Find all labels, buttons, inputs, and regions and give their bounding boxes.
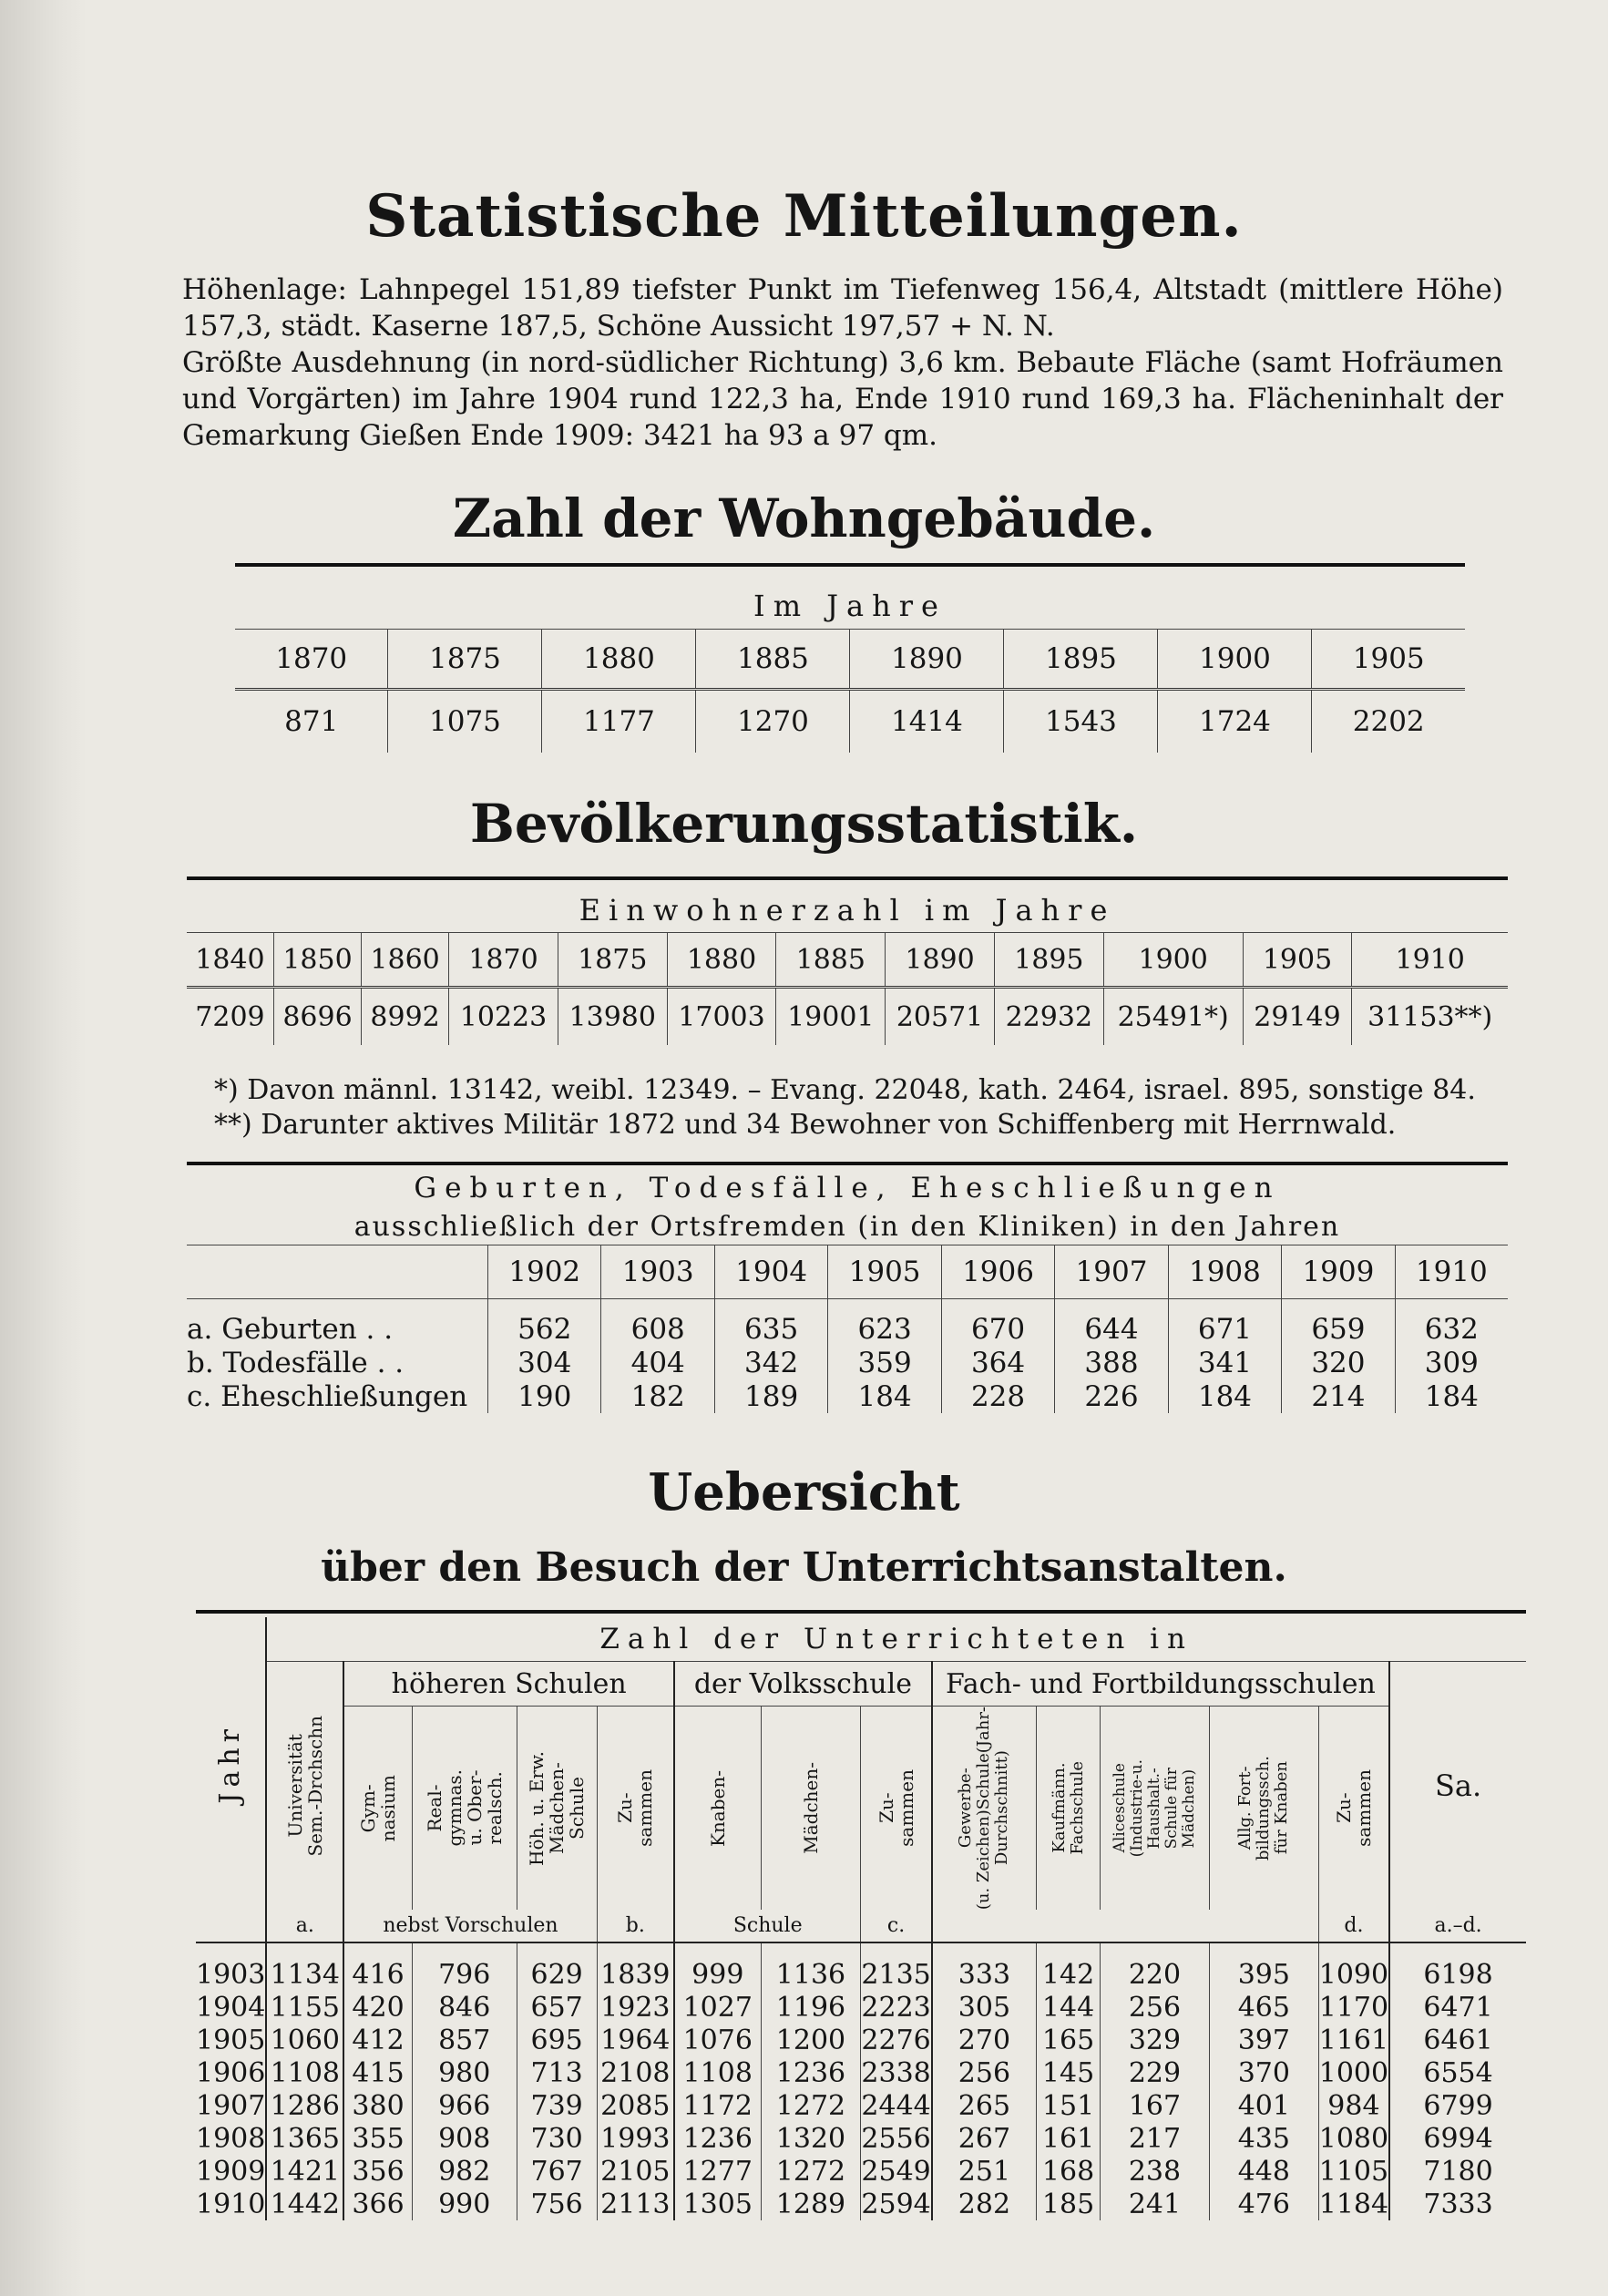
bev-value: 19001 — [776, 988, 886, 1046]
ueb-value: 395 — [1209, 1942, 1318, 1991]
geb-value: 359 — [828, 1346, 941, 1379]
geb-row-label: b. Todesfälle . . — [187, 1346, 488, 1379]
ueb-value: 366 — [343, 2188, 412, 2220]
ueb-value: 1134 — [266, 1942, 343, 1991]
ueb-col-sa: Sa. — [1434, 1768, 1482, 1804]
page-edge — [0, 0, 87, 2296]
geb-year: 1902 — [488, 1245, 601, 1299]
geb-value: 320 — [1282, 1346, 1395, 1379]
ueb-value: 1320 — [761, 2122, 861, 2155]
ueb-value: 1108 — [674, 2056, 761, 2089]
ueb-value: 270 — [932, 2024, 1037, 2056]
ueb-row-year: 1907 — [196, 2089, 266, 2122]
intro-text — [182, 272, 1503, 454]
ueb-row — [196, 2089, 1526, 2122]
ueb-value: 756 — [517, 2188, 597, 2220]
geb-header-2: ausschließlich der Ortsfremden (in den Kliniken) in den Jahren — [187, 1208, 1508, 1245]
geb-row-label: c. Eheschließungen — [187, 1379, 488, 1413]
ueb-value: 448 — [1209, 2155, 1318, 2188]
ueb-value: 730 — [517, 2122, 597, 2155]
bev-year: 1850 — [273, 933, 361, 988]
geb-value: 341 — [1168, 1346, 1281, 1379]
ueb-value: 220 — [1101, 1942, 1210, 1991]
ueb-grp-hoeh: höheren Schulen — [343, 1662, 674, 1707]
ueb-sub-vorsch: nebst Vorschulen — [343, 1910, 597, 1942]
ueb-value: 2594 — [861, 2188, 931, 2220]
ueb-value: 6198 — [1423, 1958, 1493, 1991]
ueb-mark-empty — [196, 1910, 266, 1942]
geb-value: 182 — [601, 1379, 714, 1413]
ueb-value: 2085 — [597, 2089, 674, 2122]
wohn-value: 1177 — [542, 690, 696, 753]
ueb-value: 1155 — [266, 1991, 343, 2024]
wohn-table — [235, 583, 1465, 753]
ueb-row — [196, 1942, 1526, 1991]
geb-label-header — [187, 1245, 488, 1299]
rule — [235, 563, 1465, 567]
ueb-value: 1105 — [1318, 2155, 1389, 2188]
geb-value: 632 — [1424, 1312, 1479, 1346]
rule — [196, 1610, 1526, 1614]
ueb-value: 185 — [1037, 2188, 1101, 2220]
ueb-value: 370 — [1209, 2056, 1318, 2089]
bev-value: 7209 — [187, 988, 273, 1046]
ueb-value: 251 — [932, 2155, 1037, 2188]
ueb-value: 7180 — [1423, 2155, 1493, 2188]
ueb-value: 435 — [1209, 2122, 1318, 2155]
ueb-value: 796 — [412, 1942, 517, 1991]
ueb-value: 1076 — [674, 2024, 761, 2056]
ueb-row — [196, 2122, 1526, 2155]
ueb-col-gym: Gym- nasium — [343, 1707, 412, 1911]
wohn-value: 871 — [235, 690, 388, 753]
geb-year: 1907 — [1055, 1245, 1168, 1299]
bev-value: 31153**) — [1367, 1000, 1493, 1033]
bev-year: 1840 — [187, 933, 273, 988]
bev-year: 1870 — [449, 933, 558, 988]
ueb-value: 329 — [1101, 2024, 1210, 2056]
wohn-values-row — [235, 690, 1465, 753]
ueb-value: 1236 — [761, 2056, 861, 2089]
ueb-value: 629 — [517, 1942, 597, 1991]
ueb-value: 420 — [343, 1991, 412, 2024]
geb-header-1: Geburten, Todesfälle, Eheschließungen — [414, 1172, 1281, 1204]
bev-year: 1880 — [667, 933, 776, 988]
geb-row — [187, 1346, 1508, 1379]
geb-value: 670 — [941, 1299, 1054, 1347]
wohn-title: Zahl der Wohngebäude. — [452, 487, 1156, 549]
ueb-value: 846 — [412, 1991, 517, 2024]
ueb-value: 412 — [343, 2024, 412, 2056]
ueb-value: 7333 — [1423, 2188, 1493, 2220]
wohn-years-row — [235, 630, 1465, 690]
geb-value: 659 — [1282, 1299, 1395, 1347]
geb-value: 189 — [714, 1379, 827, 1413]
geb-value: 623 — [828, 1299, 941, 1347]
wohn-year: 1895 — [1004, 630, 1158, 690]
bev-value: 13980 — [558, 988, 667, 1046]
bev-year: 1875 — [558, 933, 667, 988]
geb-value: 388 — [1055, 1346, 1168, 1379]
ueb-row — [196, 2155, 1526, 2188]
ueb-body — [196, 1942, 1526, 2220]
ueb-col-jahr: Jahr — [196, 1617, 266, 1910]
geb-value: 608 — [601, 1299, 714, 1347]
ueb-col-zus1: Zu- sammen — [597, 1707, 674, 1911]
page-title: Statistische Mitteilungen. — [365, 182, 1243, 251]
ueb-mark-fach-empty — [932, 1910, 1318, 1942]
ueb-value: 6471 — [1423, 1991, 1493, 2024]
geb-year: 1909 — [1282, 1245, 1395, 1299]
ueb-value: 2105 — [597, 2155, 674, 2188]
intro-area: Größte Ausdehnung (in nord-südlicher Richtung) 3,6 km. Bebaute Fläche (samt Hofräumen und Vorgärten) im Jahre 1904 rund 122,3 ha, Ende 1910 rund 169,3 ha. Flächeninhalt der Gemarkung Gießen Ende 1909: 3421 ha 93 a 97 qm. — [182, 346, 1503, 452]
ueb-value: 476 — [1209, 2188, 1318, 2220]
ueb-value: 2108 — [597, 2056, 674, 2089]
ueb-value: 1027 — [674, 1991, 761, 2024]
bev-value: 17003 — [667, 988, 776, 1046]
ueb-row-year: 1910 — [196, 2188, 266, 2220]
ueb-col-maedchen: Mädchen- — [761, 1707, 861, 1911]
geb-value: 190 — [488, 1379, 601, 1413]
ueb-value: 165 — [1037, 2024, 1101, 2056]
wohn-year: 1880 — [542, 630, 696, 690]
ueb-value: 241 — [1101, 2188, 1210, 2220]
bev-value: 8696 — [273, 988, 361, 1046]
geb-value: 364 — [941, 1346, 1054, 1379]
bev-year: 1885 — [776, 933, 886, 988]
ueb-value: 1108 — [266, 2056, 343, 2089]
ueb-value: 1136 — [761, 1942, 861, 1991]
ueb-value: 1365 — [266, 2122, 343, 2155]
ueb-col-hoeh: Höh. u. Erw. Mädchen- Schule — [517, 1707, 597, 1911]
geb-value: 184 — [1168, 1379, 1281, 1413]
bev-value: 25491*) — [1103, 988, 1243, 1046]
ueb-value: 333 — [932, 1942, 1037, 1991]
ueb-row-year: 1909 — [196, 2155, 266, 2188]
geb-value: 635 — [714, 1299, 827, 1347]
geb-row — [187, 1379, 1508, 1413]
geb-value: 404 — [601, 1346, 714, 1379]
ueb-grp-volk: der Volksschule — [674, 1662, 932, 1707]
ueb-value: 1286 — [266, 2089, 343, 2122]
ueb-value: 1442 — [266, 2188, 343, 2220]
wohn-header: Im Jahre — [235, 583, 1465, 630]
ueb-value: 2276 — [861, 2024, 931, 2056]
rule — [187, 876, 1508, 880]
intro-elevation: Höhenlage: Lahnpegel 151,89 tiefster Punkt im Tiefenweg 156,4, Altstadt (mittlere Höhe) 157,3, städt. Kaserne 187,5, Schöne Aussicht 197,57 + N. N. — [182, 273, 1503, 343]
ueb-value: 167 — [1101, 2089, 1210, 2122]
wohn-year: 1870 — [235, 630, 388, 690]
ueb-value: 1170 — [1318, 1991, 1389, 2024]
ueb-row — [196, 1991, 1526, 2024]
wohn-year: 1890 — [850, 630, 1004, 690]
ueb-value: 990 — [412, 2188, 517, 2220]
ueb-value: 355 — [343, 2122, 412, 2155]
ueb-value: 1305 — [674, 2188, 761, 2220]
bev-years-row — [187, 933, 1508, 988]
ueb-value: 145 — [1037, 2056, 1101, 2089]
ueb-value: 1272 — [761, 2155, 861, 2188]
ueb-col-real: Real- gymnas. u. Ober- realsch. — [412, 1707, 517, 1911]
ueb-value: 657 — [517, 1991, 597, 2024]
bev-year: 1860 — [362, 933, 449, 988]
geb-value: 304 — [488, 1346, 601, 1379]
geb-value: 309 — [1424, 1346, 1479, 1379]
bev-note-2: **) Darunter aktives Militär 1872 und 34 Bewohner von Schiffenberg mit Herrnwald. — [214, 1109, 1397, 1141]
bev-table — [187, 888, 1508, 1045]
ueb-value: 984 — [1318, 2089, 1389, 2122]
ueb-value: 1161 — [1318, 2024, 1389, 2056]
ueb-value: 282 — [932, 2188, 1037, 2220]
ueb-col-zus3: Zu- sammen — [1318, 1707, 1389, 1911]
ueb-row-year: 1905 — [196, 2024, 266, 2056]
ueb-header: Zahl der Unterrichteten in — [266, 1617, 1526, 1662]
wohn-year: 1900 — [1158, 630, 1312, 690]
ueb-col-kaufm: Kaufmänn. Fachschule — [1037, 1707, 1101, 1911]
ueb-value: 229 — [1101, 2056, 1210, 2089]
ueb-col-gewerbe: Gewerbe- (u. Zeichen)Schule(Jahr- Durchschnitt) — [932, 1707, 1037, 1911]
ueb-value: 415 — [343, 2056, 412, 2089]
ueb-col-zus2: Zu- sammen — [861, 1707, 932, 1911]
ueb-value: 305 — [932, 1991, 1037, 2024]
ueb-value: 1000 — [1318, 2056, 1389, 2089]
geb-value: 228 — [941, 1379, 1054, 1413]
ueb-value: 168 — [1037, 2155, 1101, 2188]
ueb-value: 857 — [412, 2024, 517, 2056]
geb-body — [187, 1299, 1508, 1414]
ueb-value: 1080 — [1318, 2122, 1389, 2155]
ueb-value: 1090 — [1318, 1942, 1389, 1991]
ueb-value: 767 — [517, 2155, 597, 2188]
bev-notes — [214, 1073, 1517, 1143]
ueb-row-year: 1908 — [196, 2122, 266, 2155]
ueb-title: Uebersicht — [648, 1462, 960, 1522]
ueb-value: 6799 — [1423, 2089, 1493, 2122]
ueb-row-year: 1904 — [196, 1991, 266, 2024]
ueb-value: 1236 — [674, 2122, 761, 2155]
rule — [187, 1162, 1508, 1165]
ueb-value: 161 — [1037, 2122, 1101, 2155]
ueb-value: 380 — [343, 2089, 412, 2122]
ueb-value: 1200 — [761, 2024, 861, 2056]
bev-values-row — [187, 988, 1508, 1046]
ueb-value: 256 — [1101, 1991, 1210, 2024]
geb-years-row — [187, 1245, 1508, 1299]
bev-header: Einwohnerzahl im Jahre — [187, 888, 1508, 933]
ueb-value: 999 — [674, 1942, 761, 1991]
bev-year: 1910 — [1352, 933, 1508, 988]
ueb-subtitle: über den Besuch der Unterrichtsanstalten. — [321, 1544, 1287, 1591]
ueb-col-uni: Universität Sem.-Drchschn — [266, 1662, 343, 1911]
ueb-value: 151 — [1037, 2089, 1101, 2122]
bev-year: 1890 — [886, 933, 995, 988]
ueb-value: 356 — [343, 2155, 412, 2188]
ueb-value: 256 — [932, 2056, 1037, 2089]
ueb-col-alice: Aliceschule (Industrie-u. Haushalt.- Schule für Mädchen) — [1101, 1707, 1210, 1911]
geb-value: 184 — [1424, 1379, 1479, 1413]
ueb-mark-b: b. — [597, 1910, 674, 1942]
geb-table — [187, 1168, 1508, 1413]
ueb-value: 739 — [517, 2089, 597, 2122]
wohn-year: 1905 — [1312, 630, 1465, 690]
ueb-value: 1964 — [597, 2024, 674, 2056]
bev-year: 1895 — [994, 933, 1103, 988]
ueb-value: 6994 — [1423, 2122, 1493, 2155]
ueb-mark-ad: a.–d. — [1434, 1914, 1482, 1938]
ueb-value: 1923 — [597, 1991, 674, 2024]
ueb-value: 695 — [517, 2024, 597, 2056]
ueb-col-knaben: Knaben- — [674, 1707, 761, 1911]
ueb-value: 982 — [412, 2155, 517, 2188]
geb-year: 1908 — [1168, 1245, 1281, 1299]
ueb-value: 980 — [412, 2056, 517, 2089]
geb-value: 562 — [488, 1299, 601, 1347]
ueb-value: 1289 — [761, 2188, 861, 2220]
geb-year: 1906 — [941, 1245, 1054, 1299]
ueb-value: 1184 — [1318, 2188, 1389, 2220]
ueb-value: 6554 — [1423, 2056, 1493, 2089]
geb-value: 342 — [714, 1346, 827, 1379]
wohn-value: 1075 — [388, 690, 542, 753]
ueb-value: 1839 — [597, 1942, 674, 1991]
ueb-value: 2338 — [861, 2056, 931, 2089]
bev-value: 8992 — [362, 988, 449, 1046]
geb-year: 1904 — [714, 1245, 827, 1299]
ueb-value: 238 — [1101, 2155, 1210, 2188]
ueb-value: 2556 — [861, 2122, 931, 2155]
wohn-value: 1543 — [1004, 690, 1158, 753]
ueb-table — [196, 1617, 1526, 2220]
ueb-row — [196, 2056, 1526, 2089]
geb-row — [187, 1299, 1508, 1347]
geb-year: 1905 — [828, 1245, 941, 1299]
ueb-value: 713 — [517, 2056, 597, 2089]
geb-year: 1903 — [601, 1245, 714, 1299]
ueb-row — [196, 2188, 1526, 2220]
ueb-value: 217 — [1101, 2122, 1210, 2155]
bev-value: 20571 — [886, 988, 995, 1046]
ueb-value: 401 — [1209, 2089, 1318, 2122]
bev-title: Bevölkerungsstatistik. — [469, 793, 1139, 855]
bev-year: 1905 — [1243, 933, 1352, 988]
geb-value: 184 — [828, 1379, 941, 1413]
ueb-value: 465 — [1209, 1991, 1318, 2024]
ueb-row-year: 1903 — [196, 1942, 266, 1991]
bev-value: 29149 — [1243, 988, 1352, 1046]
ueb-value: 2135 — [861, 1942, 932, 1991]
geb-value: 671 — [1168, 1299, 1281, 1347]
bev-note-1: *) Davon männl. 13142, weibl. 12349. – Evang. 22048, kath. 2464, israel. 895, sonstige 84. — [214, 1074, 1476, 1106]
ueb-value: 1060 — [266, 2024, 343, 2056]
ueb-value: 2223 — [861, 1991, 931, 2024]
ueb-value: 1421 — [266, 2155, 343, 2188]
geb-value: 644 — [1055, 1299, 1168, 1347]
ueb-row — [196, 2024, 1526, 2056]
ueb-value: 6461 — [1423, 2024, 1493, 2056]
wohn-year: 1875 — [388, 630, 542, 690]
bev-year: 1900 — [1103, 933, 1243, 988]
ueb-mark-a: a. — [266, 1910, 343, 1942]
geb-value: 214 — [1282, 1379, 1395, 1413]
ueb-col-allg: Allg. Fort- bildungssch. für Knaben — [1209, 1707, 1318, 1911]
ueb-value: 1272 — [761, 2089, 861, 2122]
ueb-value: 908 — [412, 2122, 517, 2155]
ueb-value: 2549 — [861, 2155, 931, 2188]
ueb-value: 265 — [932, 2089, 1037, 2122]
ueb-value: 142 — [1037, 1942, 1101, 1991]
ueb-mark-d: d. — [1318, 1910, 1389, 1942]
ueb-value: 1277 — [674, 2155, 761, 2188]
ueb-sub-schule: Schule — [674, 1910, 861, 1942]
wohn-value: 1414 — [850, 690, 1004, 753]
ueb-value: 397 — [1209, 2024, 1318, 2056]
ueb-row-year: 1906 — [196, 2056, 266, 2089]
geb-row-label: a. Geburten . . — [187, 1299, 488, 1347]
wohn-value: 1724 — [1158, 690, 1312, 753]
ueb-value: 966 — [412, 2089, 517, 2122]
ueb-grp-fach: Fach- und Fortbildungsschulen — [932, 1662, 1389, 1707]
wohn-year: 1885 — [696, 630, 850, 690]
ueb-value: 1993 — [597, 2122, 674, 2155]
bev-value: 10223 — [449, 988, 558, 1046]
ueb-value: 1172 — [674, 2089, 761, 2122]
ueb-value: 1196 — [761, 1991, 861, 2024]
ueb-value: 267 — [932, 2122, 1037, 2155]
ueb-value: 416 — [343, 1942, 412, 1991]
wohn-value: 1270 — [696, 690, 850, 753]
ueb-mark-c: c. — [861, 1910, 932, 1942]
geb-year: 1910 — [1395, 1245, 1508, 1299]
ueb-value: 2113 — [597, 2188, 674, 2220]
ueb-value: 144 — [1037, 1991, 1101, 2024]
bev-value: 22932 — [994, 988, 1103, 1046]
geb-value: 226 — [1055, 1379, 1168, 1413]
wohn-value: 2202 — [1352, 705, 1425, 738]
ueb-value: 2444 — [861, 2089, 931, 2122]
